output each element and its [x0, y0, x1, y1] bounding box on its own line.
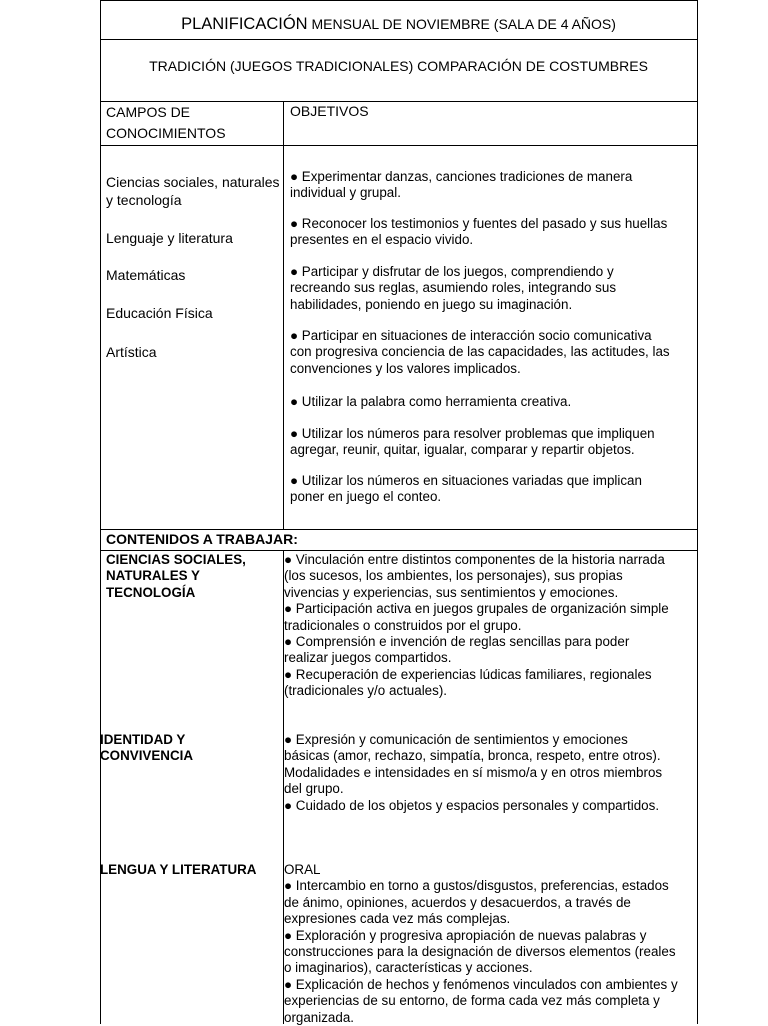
content-line: ● Recuperación de experiencias lúdicas familiares, regionales	[284, 666, 652, 682]
objective-line: agregar, reunir, quitar, igualar, comparar y repartir objetos.	[290, 442, 635, 458]
page-subtitle: TRADICIÓN (JUEGOS TRADICIONALES) COMPARACIÓN DE COSTUMBRES	[149, 58, 648, 74]
row-divider-title	[100, 39, 697, 40]
content-line: experiencias de su entorno, de forma cada vez más completa y	[284, 993, 660, 1009]
objective-item	[290, 473, 642, 506]
content-line: (los sucesos, los ambientes, los personajes), sus propias	[284, 568, 623, 584]
section-label-line: TECNOLOGÍA	[106, 584, 196, 600]
content-line: tradicionales o construidos por el grupo.	[284, 617, 522, 633]
page-title	[100, 15, 697, 34]
objective-line: ● Utilizar los números para resolver problemas que impliquen	[290, 426, 655, 441]
section-label-line: IDENTIDAD Y	[100, 732, 186, 747]
content-line: organizada.	[284, 1009, 354, 1025]
row-divider-contents	[100, 550, 697, 551]
row-divider-header	[100, 145, 697, 146]
content-line: construcciones para la designación de diversos elementos (reales	[284, 944, 676, 960]
objective-item	[290, 426, 655, 459]
objective-item	[290, 264, 616, 313]
page-title-main: PLANIFICACIÓN	[181, 15, 308, 33]
content-line: Modalidades e intensidades en sí mismo/a y en otros miembros	[284, 764, 663, 780]
objective-line: ● Participar en situaciones de interacción socio comunicativa	[290, 328, 652, 343]
content-line: ORAL	[284, 862, 321, 877]
section-content	[284, 862, 678, 1026]
content-line: vivencias y experiencias, sus sentimientos y emociones.	[284, 584, 619, 600]
field-line: y tecnología	[106, 192, 182, 208]
content-line: ● Cuidado de los objetos y espacios personales y compartidos.	[284, 797, 660, 813]
field-line: Ciencias sociales, naturales	[106, 174, 280, 190]
section-label	[100, 732, 193, 765]
header-fields-line: CONOCIMIENTOS	[106, 125, 226, 141]
objective-line: convenciones y los valores implicados.	[290, 360, 521, 376]
content-line: básicas (amor, rechazo, simpatía, bronca, respeto, entre otros).	[284, 748, 661, 764]
objective-line: recreando sus reglas, asumiendo roles, integrando sus	[290, 280, 617, 296]
section-label	[106, 552, 246, 601]
column-divider-upper	[283, 101, 284, 529]
content-line: realizar juegos compartidos.	[284, 650, 452, 666]
content-line: ● Expresión y comunicación de sentimientos y emociones	[284, 732, 628, 747]
header-fields-line: CAMPOS DE	[106, 104, 191, 120]
content-line: del grupo.	[284, 781, 344, 797]
header-fields	[106, 102, 226, 144]
objective-line: individual y grupal.	[290, 185, 401, 201]
field-line: Lenguaje y literatura	[106, 230, 233, 246]
content-line: (tradicionales y/o actuales).	[284, 683, 447, 699]
objective-line: ● Utilizar la palabra como herramienta creativa.	[290, 394, 572, 409]
objective-item	[290, 216, 667, 249]
objective-item	[290, 394, 571, 410]
objective-line: ● Participar y disfrutar de los juegos, comprendiendo y	[290, 264, 614, 279]
objective-line: habilidades, poniendo en juego su imaginación.	[290, 296, 573, 312]
objective-line: ● Reconocer los testimonios y fuentes del pasado y sus huellas	[290, 216, 668, 231]
page-title-rest: MENSUAL DE NOVIEMBRE (SALA DE 4 AÑOS)	[307, 16, 616, 32]
section-label-line: LENGUA Y LITERATURA	[100, 862, 257, 877]
content-line: o imaginarios), características y acciones.	[284, 960, 533, 976]
section-content	[284, 552, 669, 700]
content-line: ● Explicación de hechos y fenómenos vinculados con ambientes y	[284, 976, 678, 992]
section-label	[100, 862, 256, 878]
content-line: expresiones cada vez más complejas.	[284, 911, 511, 927]
content-line: de ánimo, opiniones, acuerdos y desacuerdos, a través de	[284, 894, 631, 910]
content-line: ● Intercambio en torno a gustos/disgustos, preferencias, estados	[284, 878, 669, 894]
field-line: Artística	[106, 344, 157, 360]
objective-line: con progresiva conciencia de las capacidades, las actitudes, las	[290, 344, 670, 360]
objective-line: presentes en el espacio vivido.	[290, 232, 474, 248]
table-border-top	[100, 0, 697, 1]
contents-heading: CONTENIDOS A TRABAJAR:	[106, 531, 298, 547]
section-label-line: CONVIVENCIA	[100, 748, 194, 764]
content-line: ● Exploración y progresiva apropiación de nuevas palabras y	[284, 927, 647, 943]
objective-line: ● Experimentar danzas, canciones tradiciones de manera	[290, 169, 633, 184]
objective-line: ● Utilizar los números en situaciones variadas que implican	[290, 473, 642, 488]
objective-line: poner en juego el conteo.	[290, 489, 442, 505]
content-line: ● Vinculación entre distintos componentes de la historia narrada	[284, 552, 665, 567]
objective-item	[290, 328, 670, 377]
section-label-line: NATURALES Y	[106, 568, 200, 584]
header-objectives: OBJETIVOS	[290, 103, 369, 119]
section-content	[284, 732, 662, 814]
field-line: Educación Física	[106, 305, 213, 321]
content-line: ● Participación activa en juegos grupales de organización simple	[284, 601, 669, 617]
content-line: ● Comprensión e invención de reglas sencillas para poder	[284, 634, 630, 650]
field-line: Matemáticas	[106, 267, 186, 283]
objective-item	[290, 169, 632, 202]
section-label-line: CIENCIAS SOCIALES,	[106, 552, 246, 567]
